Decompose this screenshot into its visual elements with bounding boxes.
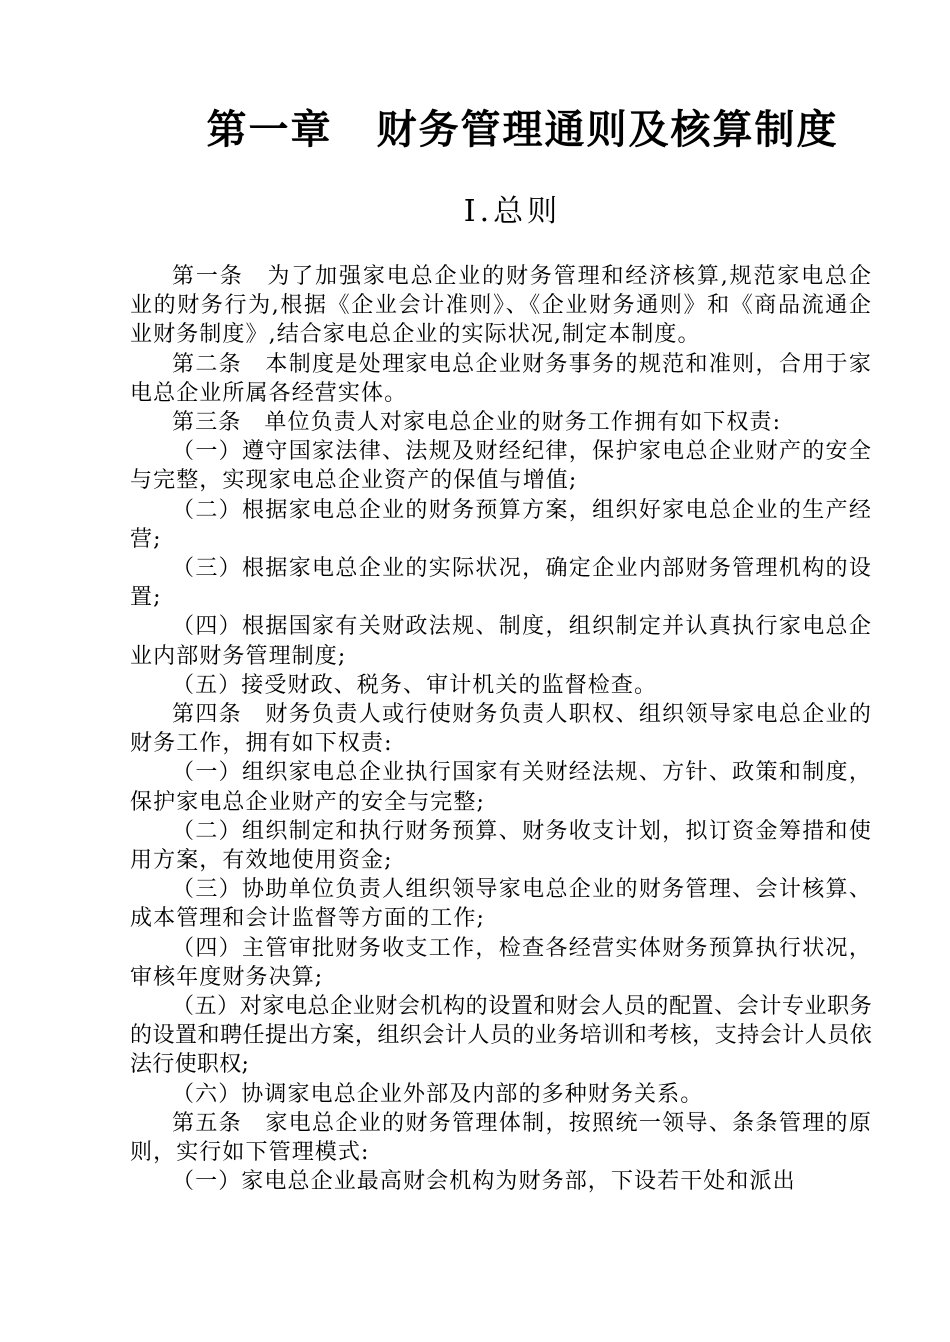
article-4-item-4: （四）主管审批财务收支工作，检查各经营实体财务预算执行状况，审核年度财务决算; bbox=[130, 935, 872, 990]
article-4-item-1: （一）组织家电总企业执行国家有关财经法规、方针、政策和制度，保护家电总企业财产的安全与完整; bbox=[130, 760, 872, 815]
article-4-item-6: （六）协调家电总企业外部及内部的多种财务关系。 bbox=[172, 1081, 704, 1107]
article-2: 第二条 本制度是处理家电总企业财务事务的规范和准则，合用于家电总企业所属各经营实体。 bbox=[130, 351, 872, 406]
chapter-name: 财务管理通则及核算制度 bbox=[376, 107, 839, 153]
article-3-item-3: （三）根据家电总企业的实际状况，确定企业内部财务管理机构的设置; bbox=[130, 556, 872, 611]
article-3: 第三条 单位负责人对家电总企业的财务工作拥有如下权责: bbox=[172, 410, 782, 436]
article-4-item-5: （五）对家电总企业财会机构的设置和财会人员的配置、会计专业职务的设置和聘任提出方案，组织会计人员的业务培训和考核，支持会计人员依法行使职权; bbox=[130, 994, 872, 1078]
chapter-title bbox=[0, 104, 950, 156]
article-3-item-5: （五）接受财政、税务、审计机关的监督检查。 bbox=[172, 672, 658, 698]
article-5-item-1: （一）家电总企业最高财会机构为财务部，下设若干处和派出 bbox=[172, 1169, 796, 1195]
article-3-item-4: （四）根据国家有关财政法规、制度，组织制定并认真执行家电总企业内部财务管理制度; bbox=[130, 614, 872, 669]
article-4: 第四条 财务负责人或行使财务负责人职权、组织领导家电总企业的财务工作，拥有如下权责: bbox=[130, 702, 872, 757]
chapter-number: 第一章 bbox=[206, 107, 333, 153]
article-4-item-3: （三）协助单位负责人组织领导家电总企业的财务管理、会计核算、成本管理和会计监督等方面的工作; bbox=[130, 877, 872, 932]
section-title: Ⅰ.总则 bbox=[463, 194, 562, 229]
article-1: 第一条 为了加强家电总企业的财务管理和经济核算,规范家电总企业的财务行为,根据《企业会计准则》、《企业财务通则》和《商品流通企业财务制度》,结合家电总企业的实际状况,制定本制度。 bbox=[130, 264, 872, 348]
body-text bbox=[130, 262, 872, 1197]
article-3-item-1: （一）遵守国家法律、法规及财经纪律，保护家电总企业财产的安全与完整，实现家电总企业资产的保值与增值; bbox=[130, 439, 872, 494]
article-5: 第五条 家电总企业的财务管理体制，按照统一领导、条条管理的原则，实行如下管理模式: bbox=[130, 1110, 872, 1166]
article-4-item-2: （二）组织制定和执行财务预算、财务收支计划，拟订资金筹措和使用方案，有效地使用资金; bbox=[130, 818, 872, 874]
article-3-item-2: （二）根据家电总企业的财务预算方案，组织好家电总企业的生产经营; bbox=[130, 497, 872, 552]
